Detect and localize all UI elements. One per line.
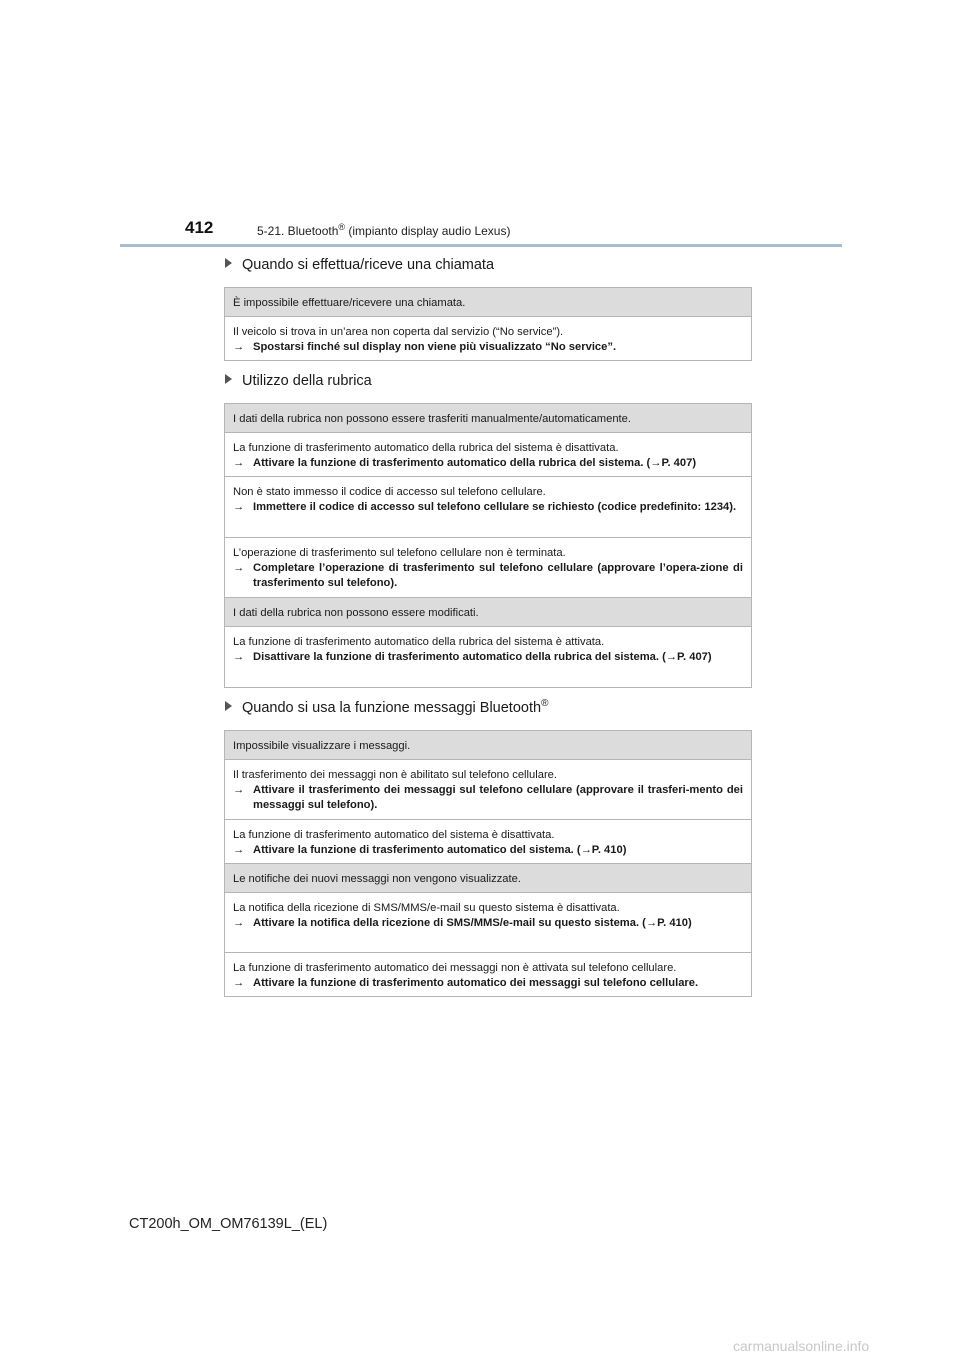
solution <box>233 561 743 591</box>
document-code: CT200h_OM_OM76139L_(EL) <box>129 1216 328 1232</box>
problem-text: Impossibile visualizzare i messaggi. <box>233 740 411 752</box>
cause-text: Il trasferimento dei messaggi non è abilitato sul telefono cellulare. <box>233 769 557 781</box>
table-row <box>225 953 751 997</box>
cause-text: La funzione di trasferimento automatico della rubrica del sistema è disattivata. <box>233 442 619 454</box>
arrow-icon: → <box>233 341 245 353</box>
cause-text: La funzione di trasferimento automatico dei messaggi non è attivata sul telefono cellulare. <box>233 962 677 974</box>
table-head-row <box>225 288 751 317</box>
triangle-bullet-icon <box>225 374 232 384</box>
table-row <box>225 317 751 361</box>
section-title-prefix: 5-21. Bluetooth <box>257 224 339 238</box>
solution-text: Completare l’operazione di trasferimento sul telefono cellulare (approvare l’opera-zione di trasferimento sul telefono). <box>253 562 743 589</box>
table-row <box>225 627 751 688</box>
cause-text: L’operazione di trasferimento sul telefono cellulare non è terminata. <box>233 547 566 559</box>
subheading-text: Utilizzo della rubrica <box>242 373 372 389</box>
cause-text: Non è stato immesso il codice di accesso sul telefono cellulare. <box>233 486 546 498</box>
solution <box>233 500 743 515</box>
solution <box>233 783 743 813</box>
subheading-text: Quando si effettua/riceve una chiamata <box>242 257 495 273</box>
subheading-text: Quando si usa la funzione messaggi Bluetooth <box>242 700 542 716</box>
solution <box>233 916 743 931</box>
triangle-bullet-icon <box>225 258 232 268</box>
table-row <box>225 477 751 538</box>
table-head-row <box>225 864 751 893</box>
problem-text: Le notifiche dei nuovi messaggi non vengono visualizzate. <box>233 873 521 885</box>
solution-text: Disattivare la funzione di trasferimento automatico della rubrica del sistema. (→P. 407) <box>253 651 712 663</box>
solution <box>233 843 743 858</box>
registered-mark: ® <box>338 222 346 232</box>
triangle-bullet-icon <box>225 701 232 711</box>
solution <box>233 976 743 991</box>
solution <box>233 340 743 355</box>
solution-text: Attivare la funzione di trasferimento automatico dei messaggi sul telefono cellulare. <box>253 977 699 989</box>
section-title-suffix: (impianto display audio Lexus) <box>345 224 511 238</box>
page-number: 412 <box>185 218 214 237</box>
table-head-row <box>225 404 751 433</box>
solution-text: Attivare la funzione di trasferimento automatico del sistema. (→P. 410) <box>253 844 627 856</box>
cause-text: La funzione di trasferimento automatico della rubrica del sistema è attivata. <box>233 636 605 648</box>
problem-text: È impossibile effettuare/ricevere una chiamata. <box>233 297 466 309</box>
solution-text: Attivare il trasferimento dei messaggi sul telefono cellulare (approvare il trasferi-mento dei messaggi sul telefono). <box>253 784 743 811</box>
table-row <box>225 538 751 598</box>
cause-text: La notifica della ricezione di SMS/MMS/e-mail su questo sistema è disattivata. <box>233 902 620 914</box>
table-row <box>225 433 751 477</box>
table-row <box>225 893 751 953</box>
watermark: carmanualsonline.info <box>733 1338 870 1354</box>
table-head-row <box>225 731 751 760</box>
subheading-phonebook <box>225 373 372 389</box>
solution-text: Immettere il codice di accesso sul telefono cellulare se richiesto (codice predefinito: 1234). <box>253 501 737 513</box>
problem-text: I dati della rubrica non possono essere trasferiti manualmente/automaticamente. <box>233 413 631 425</box>
registered-mark: ® <box>541 698 549 709</box>
arrow-icon: → <box>233 651 245 663</box>
troubleshooting-table-call <box>224 287 752 361</box>
arrow-icon: → <box>233 457 245 469</box>
table-head-row <box>225 598 751 627</box>
subheading-messages <box>225 698 548 716</box>
arrow-icon: → <box>233 562 245 574</box>
arrow-icon: → <box>233 917 245 929</box>
troubleshooting-table-messages <box>224 730 752 997</box>
solution-text: Attivare la funzione di trasferimento automatico della rubrica del sistema. (→P. 407) <box>253 457 697 469</box>
arrow-icon: → <box>233 844 245 856</box>
header-rule <box>120 244 842 247</box>
solution-text: Spostarsi finché sul display non viene più visualizzato “No service”. <box>253 341 617 353</box>
solution <box>233 650 743 665</box>
troubleshooting-table-phonebook <box>224 403 752 688</box>
solution <box>233 456 743 471</box>
cause-text: Il veicolo si trova in un’area non coperta dal servizio (“No service”). <box>233 326 564 338</box>
table-row <box>225 760 751 820</box>
subheading-call <box>225 257 494 273</box>
problem-text: I dati della rubrica non possono essere modificati. <box>233 607 479 619</box>
section-title <box>257 222 510 238</box>
arrow-icon: → <box>233 501 245 513</box>
solution-text: Attivare la notifica della ricezione di SMS/MMS/e-mail su questo sistema. (→P. 410) <box>253 917 692 929</box>
arrow-icon: → <box>233 784 245 796</box>
cause-text: La funzione di trasferimento automatico del sistema è disattivata. <box>233 829 555 841</box>
arrow-icon: → <box>233 977 245 989</box>
table-row <box>225 820 751 864</box>
page-header <box>120 216 842 246</box>
